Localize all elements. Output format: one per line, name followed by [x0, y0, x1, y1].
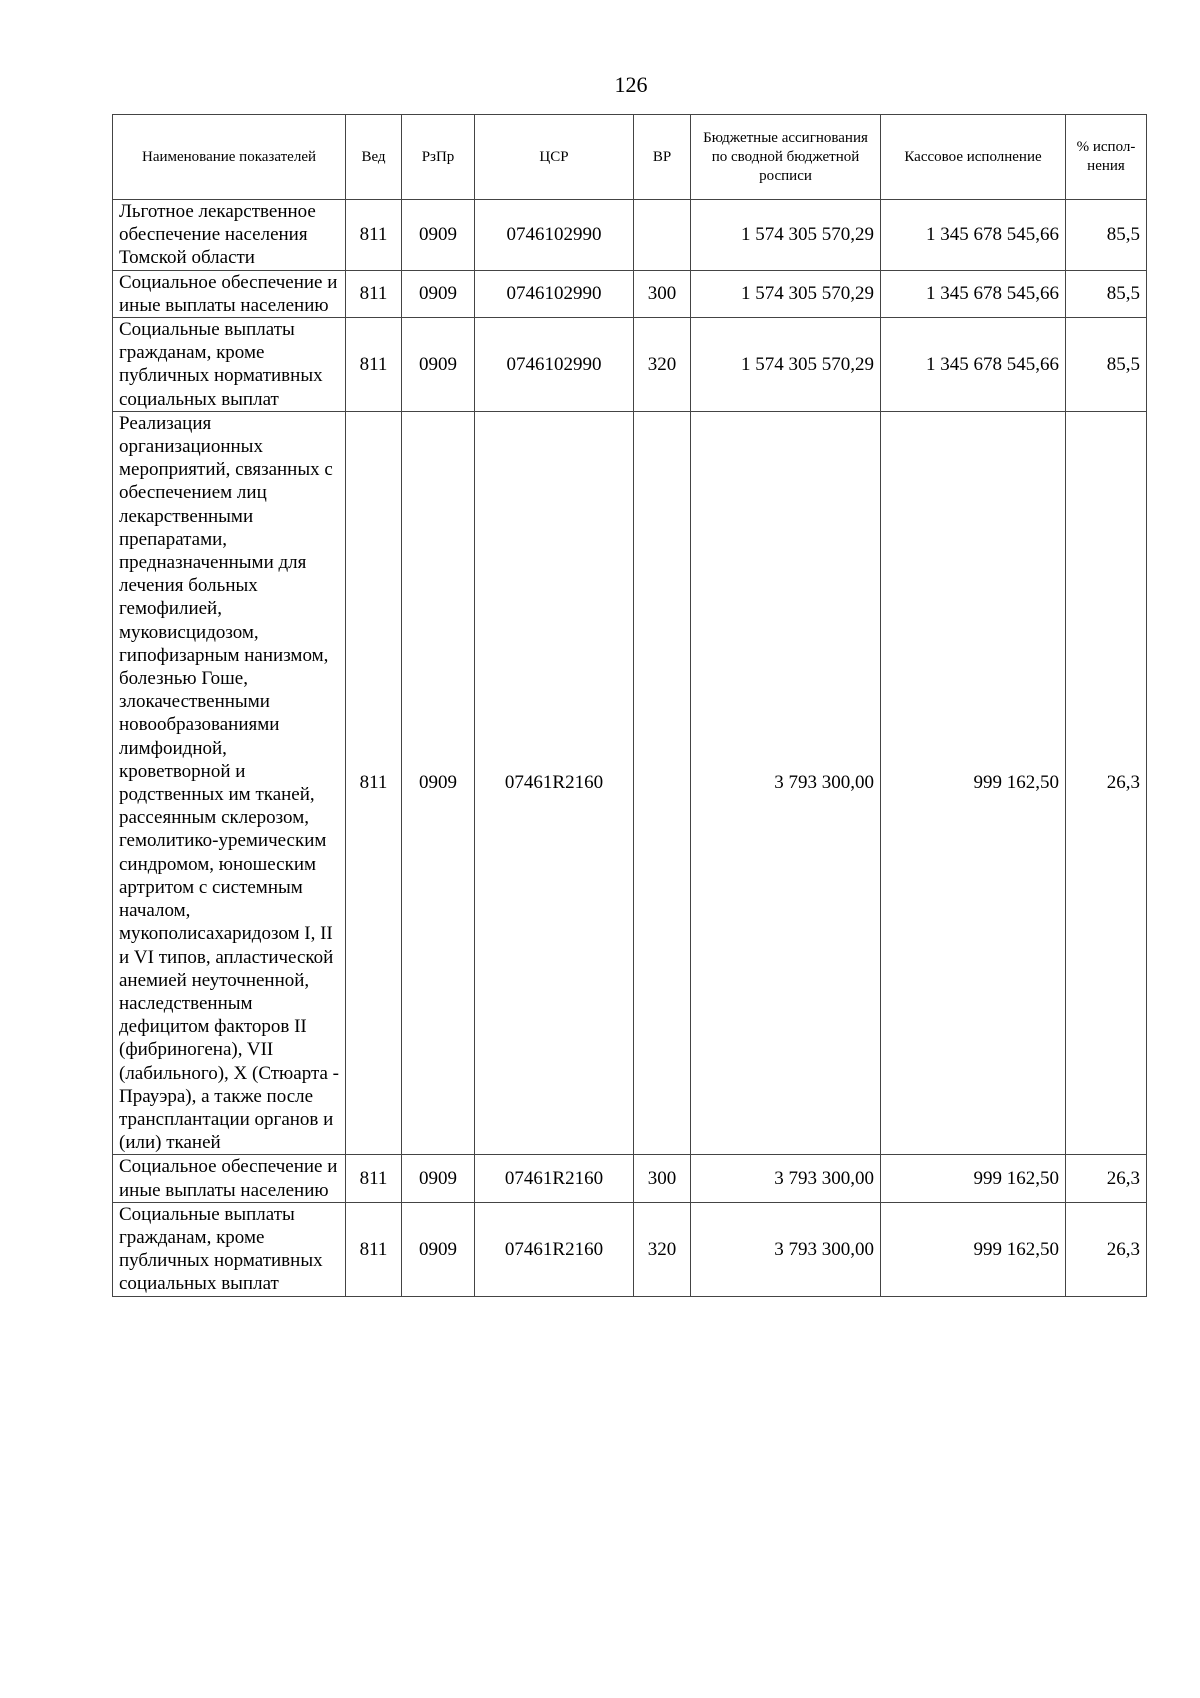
row-budget: 3 793 300,00: [691, 1202, 881, 1296]
row-budget: 1 574 305 570,29: [691, 318, 881, 412]
row-cash: 1 345 678 545,66: [881, 270, 1066, 317]
row-name: Социальное обеспечение и иные выплаты населению: [113, 270, 346, 317]
table-row: [113, 318, 1147, 412]
row-percent: 85,5: [1066, 200, 1147, 271]
row-name: Реализация организационных мероприятий, связанных с обеспечением лиц лекарственными препаратами, предназначенными для лечения больных гемофилией, муковисцидозом, гипофизарным нанизмом, болезнью Гоше, злокачественными новообразованиями лимфоидной, кроветворной и родственных им тканей, рассеянным склерозом, гемолитико-уремическим синдромом, юношеским артритом с системным началом, мукополисахаридозом I, II и VI типов, апластической анемией неуточненной, наследственным дефицитом факторов II (фибриногена), VII (лабильного), X (Стюарта - Прауэра), а также после трансплантации органов и (или) тканей: [113, 411, 346, 1155]
row-rzpr: 0909: [402, 270, 475, 317]
row-budget: 1 574 305 570,29: [691, 270, 881, 317]
row-csr: 07461R2160: [475, 411, 634, 1155]
header-ved: Вед: [346, 115, 402, 200]
budget-table: [112, 114, 1147, 1297]
row-vr: 320: [634, 318, 691, 412]
row-name: Льготное лекарственное обеспечение населения Томской области: [113, 200, 346, 271]
row-cash: 999 162,50: [881, 1155, 1066, 1202]
row-cash: 999 162,50: [881, 411, 1066, 1155]
row-csr: 0746102990: [475, 318, 634, 412]
row-budget: 1 574 305 570,29: [691, 200, 881, 271]
row-cash: 999 162,50: [881, 1202, 1066, 1296]
row-name: Социальные выплаты гражданам, кроме публичных нормативных социальных выплат: [113, 318, 346, 412]
row-budget: 3 793 300,00: [691, 411, 881, 1155]
table-row: [113, 200, 1147, 271]
row-ved: 811: [346, 1202, 402, 1296]
row-rzpr: 0909: [402, 1202, 475, 1296]
row-percent: 26,3: [1066, 1155, 1147, 1202]
row-name: Социальное обеспечение и иные выплаты населению: [113, 1155, 346, 1202]
row-ved: 811: [346, 270, 402, 317]
table-row: [113, 270, 1147, 317]
header-name: Наименование показателей: [113, 115, 346, 200]
row-csr: 0746102990: [475, 200, 634, 271]
header-percent: % испол-нения: [1066, 115, 1147, 200]
row-budget: 3 793 300,00: [691, 1155, 881, 1202]
header-row: [113, 115, 1147, 200]
row-ved: 811: [346, 1155, 402, 1202]
row-rzpr: 0909: [402, 411, 475, 1155]
row-percent: 85,5: [1066, 270, 1147, 317]
row-name: Социальные выплаты гражданам, кроме публичных нормативных социальных выплат: [113, 1202, 346, 1296]
table-row: [113, 1202, 1147, 1296]
row-ved: 811: [346, 200, 402, 271]
page-number: 126: [614, 72, 648, 97]
row-vr: [634, 411, 691, 1155]
row-csr: 0746102990: [475, 270, 634, 317]
row-vr: 300: [634, 1155, 691, 1202]
row-percent: 26,3: [1066, 1202, 1147, 1296]
row-rzpr: 0909: [402, 1155, 475, 1202]
header-cash: Кассовое исполнение: [881, 115, 1066, 200]
row-csr: 07461R2160: [475, 1155, 634, 1202]
header-budget: Бюджетные ассигнования по сводной бюджетной росписи: [691, 115, 881, 200]
table-row: [113, 1155, 1147, 1202]
row-vr: 320: [634, 1202, 691, 1296]
row-rzpr: 0909: [402, 200, 475, 271]
row-rzpr: 0909: [402, 318, 475, 412]
row-vr: 300: [634, 270, 691, 317]
row-percent: 26,3: [1066, 411, 1147, 1155]
row-ved: 811: [346, 411, 402, 1155]
row-percent: 85,5: [1066, 318, 1147, 412]
row-ved: 811: [346, 318, 402, 412]
header-rzpr: РзПр: [402, 115, 475, 200]
row-csr: 07461R2160: [475, 1202, 634, 1296]
header-csr: ЦСР: [475, 115, 634, 200]
row-vr: [634, 200, 691, 271]
row-cash: 1 345 678 545,66: [881, 318, 1066, 412]
table-row: [113, 411, 1147, 1155]
row-cash: 1 345 678 545,66: [881, 200, 1066, 271]
header-vr: ВР: [634, 115, 691, 200]
